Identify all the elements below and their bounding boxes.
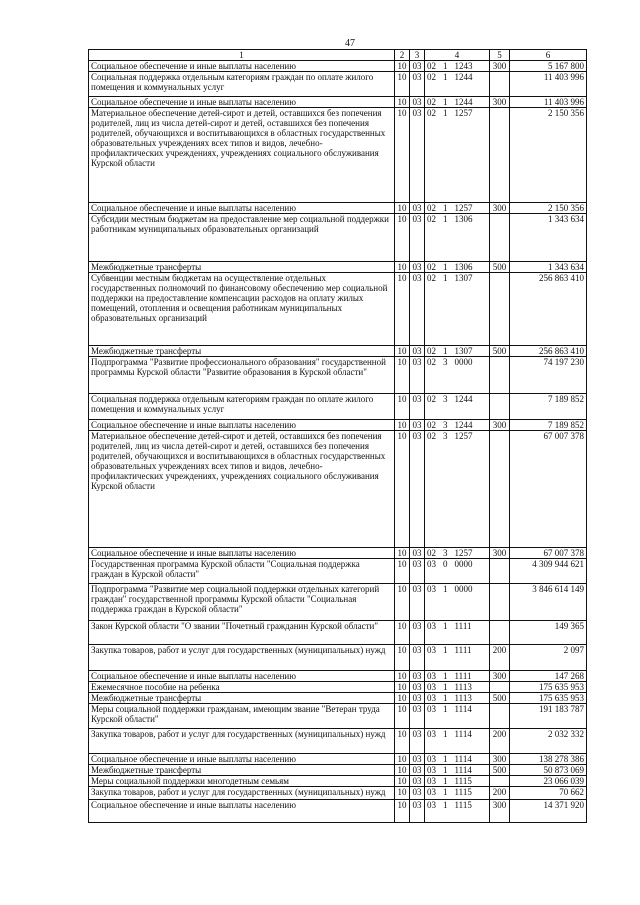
subsection-cell: 03 bbox=[410, 108, 425, 203]
table-row bbox=[89, 394, 587, 420]
subprogram-code: 1 bbox=[443, 621, 448, 631]
subsection-cell: 03 bbox=[410, 645, 425, 671]
subprogram-code: 1 bbox=[443, 765, 448, 775]
subsection-cell: 03 bbox=[410, 671, 425, 682]
row-name-cell: Социальное обеспечение и иные выплаты населению bbox=[89, 800, 395, 823]
amount-cell: 5 167 800 bbox=[510, 61, 587, 72]
expense-type-cell bbox=[490, 559, 510, 584]
subsection-cell: 03 bbox=[410, 548, 425, 559]
expense-type-cell: 300 bbox=[490, 671, 510, 682]
table-body bbox=[89, 61, 587, 823]
section-cell: 10 bbox=[395, 346, 410, 357]
expense-type-cell bbox=[490, 108, 510, 203]
target-code-cell bbox=[425, 203, 490, 214]
header-cell-3: 3 bbox=[410, 50, 425, 61]
target-code-cell bbox=[425, 765, 490, 776]
expense-type-cell: 200 bbox=[490, 729, 510, 754]
expense-code: 1243 bbox=[454, 61, 473, 71]
amount-cell: 14 371 920 bbox=[510, 800, 587, 823]
target-code-cell bbox=[425, 214, 490, 262]
expense-code: 1257 bbox=[454, 431, 473, 441]
table-row bbox=[89, 621, 587, 645]
subsection-cell: 03 bbox=[410, 765, 425, 776]
expense-type-cell: 500 bbox=[490, 346, 510, 357]
expense-type-cell: 500 bbox=[490, 765, 510, 776]
subprogram-code: 1 bbox=[443, 671, 448, 681]
header-cell-1: 1 bbox=[89, 50, 395, 61]
program-code: 03 bbox=[427, 800, 436, 810]
expense-code: 1113 bbox=[454, 693, 472, 703]
expense-code: 0000 bbox=[454, 357, 473, 367]
program-code: 02 bbox=[427, 72, 436, 82]
target-code-cell bbox=[425, 357, 490, 394]
subsection-cell: 03 bbox=[410, 729, 425, 754]
expense-code: 1115 bbox=[454, 800, 472, 810]
section-cell: 10 bbox=[395, 693, 410, 704]
row-name-cell: Подпрограмма "Развитие профессионального образования" государственной программы Курской области "Развитие образования в Курской области" bbox=[89, 357, 395, 394]
table-row bbox=[89, 584, 587, 621]
table-row bbox=[89, 787, 587, 800]
expense-type-cell bbox=[490, 394, 510, 420]
section-cell: 10 bbox=[395, 776, 410, 787]
subsection-cell: 03 bbox=[410, 431, 425, 548]
program-code: 02 bbox=[427, 214, 436, 224]
subprogram-code: 1 bbox=[443, 273, 448, 283]
table-row bbox=[89, 693, 587, 704]
table-row bbox=[89, 776, 587, 787]
row-name-cell: Межбюджетные трансферты bbox=[89, 693, 395, 704]
subprogram-code: 3 bbox=[443, 420, 448, 430]
target-code-cell bbox=[425, 671, 490, 682]
target-code-cell bbox=[425, 346, 490, 357]
section-cell: 10 bbox=[395, 394, 410, 420]
expense-code: 1257 bbox=[454, 548, 473, 558]
table-row bbox=[89, 682, 587, 693]
page-number: 47 bbox=[345, 38, 355, 49]
subsection-cell: 03 bbox=[410, 787, 425, 800]
target-code-cell bbox=[425, 97, 490, 108]
subsection-cell: 03 bbox=[410, 776, 425, 787]
program-code: 02 bbox=[427, 203, 436, 213]
table-row bbox=[89, 704, 587, 729]
amount-cell: 147 268 bbox=[510, 671, 587, 682]
amount-cell: 1 343 634 bbox=[510, 214, 587, 262]
section-cell: 10 bbox=[395, 357, 410, 394]
row-name-cell: Межбюджетные трансферты bbox=[89, 346, 395, 357]
table-row bbox=[89, 214, 587, 262]
amount-cell: 50 873 069 bbox=[510, 765, 587, 776]
subsection-cell: 03 bbox=[410, 584, 425, 621]
program-code: 02 bbox=[427, 61, 436, 71]
header-cell-5: 5 bbox=[490, 50, 510, 61]
section-cell: 10 bbox=[395, 754, 410, 765]
header-cell-6: 6 bbox=[510, 50, 587, 61]
table-row bbox=[89, 754, 587, 765]
amount-cell: 7 189 852 bbox=[510, 420, 587, 431]
amount-cell: 256 863 410 bbox=[510, 273, 587, 346]
target-code-cell bbox=[425, 645, 490, 671]
header-cell-4: 4 bbox=[425, 50, 490, 61]
expense-code: 1244 bbox=[454, 420, 473, 430]
table-row bbox=[89, 431, 587, 548]
row-name-cell: Закупка товаров, работ и услуг для государственных (муниципальных) нужд bbox=[89, 787, 395, 800]
expense-type-cell bbox=[490, 214, 510, 262]
table-row bbox=[89, 548, 587, 559]
table-row bbox=[89, 559, 587, 584]
expense-type-cell bbox=[490, 776, 510, 787]
row-name-cell: Социальное обеспечение и иные выплаты населению bbox=[89, 671, 395, 682]
expense-code: 1113 bbox=[454, 682, 472, 692]
program-code: 03 bbox=[427, 704, 436, 714]
program-code: 02 bbox=[427, 273, 436, 283]
target-code-cell bbox=[425, 584, 490, 621]
program-code: 02 bbox=[427, 108, 436, 118]
expense-type-cell bbox=[490, 682, 510, 693]
row-name-cell: Меры социальной поддержки гражданам, имеющим звание "Ветеран труда Курской области" bbox=[89, 704, 395, 729]
expense-type-cell: 300 bbox=[490, 61, 510, 72]
subprogram-code: 3 bbox=[443, 394, 448, 404]
program-code: 02 bbox=[427, 357, 436, 367]
row-name-cell: Социальное обеспечение и иные выплаты населению bbox=[89, 420, 395, 431]
amount-cell: 175 635 953 bbox=[510, 693, 587, 704]
table-row bbox=[89, 357, 587, 394]
amount-cell: 149 365 bbox=[510, 621, 587, 645]
expense-type-cell: 500 bbox=[490, 693, 510, 704]
row-name-cell: Социальное обеспечение и иные выплаты населению bbox=[89, 61, 395, 72]
target-code-cell bbox=[425, 431, 490, 548]
amount-cell: 67 007 378 bbox=[510, 431, 587, 548]
amount-cell: 138 278 386 bbox=[510, 754, 587, 765]
program-code: 03 bbox=[427, 754, 436, 764]
section-cell: 10 bbox=[395, 682, 410, 693]
subprogram-code: 1 bbox=[443, 214, 448, 224]
expense-code: 1115 bbox=[454, 776, 472, 786]
expense-code: 1306 bbox=[454, 262, 473, 272]
subprogram-code: 1 bbox=[443, 97, 448, 107]
amount-cell: 70 662 bbox=[510, 787, 587, 800]
expense-type-cell: 500 bbox=[490, 262, 510, 273]
program-code: 03 bbox=[427, 559, 436, 569]
header-cell-2: 2 bbox=[395, 50, 410, 61]
expense-code: 1114 bbox=[454, 754, 472, 764]
expense-code: 1257 bbox=[454, 203, 473, 213]
amount-cell: 67 007 378 bbox=[510, 548, 587, 559]
expense-code: 1111 bbox=[454, 645, 472, 655]
program-code: 02 bbox=[427, 431, 436, 441]
table-row bbox=[89, 420, 587, 431]
subprogram-code: 1 bbox=[443, 108, 448, 118]
program-code: 02 bbox=[427, 548, 436, 558]
target-code-cell bbox=[425, 559, 490, 584]
subsection-cell: 03 bbox=[410, 394, 425, 420]
target-code-cell bbox=[425, 262, 490, 273]
amount-cell: 2 097 bbox=[510, 645, 587, 671]
target-code-cell bbox=[425, 682, 490, 693]
subprogram-code: 0 bbox=[443, 559, 448, 569]
expense-type-cell: 300 bbox=[490, 97, 510, 108]
expense-code: 1307 bbox=[454, 346, 473, 356]
row-name-cell: Социальное обеспечение и иные выплаты населению bbox=[89, 203, 395, 214]
section-cell: 10 bbox=[395, 645, 410, 671]
expense-code: 1244 bbox=[454, 394, 473, 404]
section-cell: 10 bbox=[395, 203, 410, 214]
subsection-cell: 03 bbox=[410, 72, 425, 97]
section-cell: 10 bbox=[395, 273, 410, 346]
table-row bbox=[89, 729, 587, 754]
expense-type-cell bbox=[490, 273, 510, 346]
subprogram-code: 1 bbox=[443, 682, 448, 692]
target-code-cell bbox=[425, 787, 490, 800]
expense-code: 1115 bbox=[454, 787, 472, 797]
subprogram-code: 1 bbox=[443, 61, 448, 71]
program-code: 03 bbox=[427, 693, 436, 703]
table-row bbox=[89, 203, 587, 214]
subprogram-code: 1 bbox=[443, 800, 448, 810]
amount-cell: 11 403 996 bbox=[510, 72, 587, 97]
subsection-cell: 03 bbox=[410, 800, 425, 823]
expense-code: 1244 bbox=[454, 97, 473, 107]
amount-cell: 4 309 944 621 bbox=[510, 559, 587, 584]
row-name-cell: Социальное обеспечение и иные выплаты населению bbox=[89, 548, 395, 559]
expense-type-cell bbox=[490, 584, 510, 621]
program-code: 03 bbox=[427, 621, 436, 631]
section-cell: 10 bbox=[395, 214, 410, 262]
subprogram-code: 1 bbox=[443, 787, 448, 797]
amount-cell: 191 183 787 bbox=[510, 704, 587, 729]
target-code-cell bbox=[425, 704, 490, 729]
row-name-cell: Ежемесячное пособие на ребенка bbox=[89, 682, 395, 693]
row-name-cell: Подпрограмма "Развитие мер социальной поддержки отдельных категорий граждан" государственной программы Курской области "Социальная поддержка граждан в Курской области" bbox=[89, 584, 395, 621]
subprogram-code: 3 bbox=[443, 431, 448, 441]
row-name-cell: Социальная поддержка отдельным категориям граждан по оплате жилого помещения и коммунальных услуг bbox=[89, 394, 395, 420]
section-cell: 10 bbox=[395, 621, 410, 645]
target-code-cell bbox=[425, 693, 490, 704]
row-name-cell: Социальная поддержка отдельным категориям граждан по оплате жилого помещения и коммунальных услуг bbox=[89, 72, 395, 97]
program-code: 02 bbox=[427, 420, 436, 430]
program-code: 03 bbox=[427, 584, 436, 594]
target-code-cell bbox=[425, 72, 490, 97]
section-cell: 10 bbox=[395, 584, 410, 621]
subsection-cell: 03 bbox=[410, 621, 425, 645]
expense-type-cell: 300 bbox=[490, 754, 510, 765]
amount-cell: 11 403 996 bbox=[510, 97, 587, 108]
subsection-cell: 03 bbox=[410, 203, 425, 214]
expense-type-cell bbox=[490, 704, 510, 729]
section-cell: 10 bbox=[395, 787, 410, 800]
subsection-cell: 03 bbox=[410, 214, 425, 262]
target-code-cell bbox=[425, 61, 490, 72]
program-code: 03 bbox=[427, 729, 436, 739]
section-cell: 10 bbox=[395, 729, 410, 754]
subsection-cell: 03 bbox=[410, 704, 425, 729]
program-code: 02 bbox=[427, 97, 436, 107]
target-code-cell bbox=[425, 754, 490, 765]
expense-code: 1244 bbox=[454, 72, 473, 82]
expense-code: 1111 bbox=[454, 621, 472, 631]
section-cell: 10 bbox=[395, 97, 410, 108]
expense-type-cell: 200 bbox=[490, 787, 510, 800]
row-name-cell: Социальное обеспечение и иные выплаты населению bbox=[89, 97, 395, 108]
expense-type-cell: 300 bbox=[490, 548, 510, 559]
table-row bbox=[89, 765, 587, 776]
amount-cell: 74 197 230 bbox=[510, 357, 587, 394]
amount-cell: 2 032 332 bbox=[510, 729, 587, 754]
section-cell: 10 bbox=[395, 559, 410, 584]
target-code-cell bbox=[425, 108, 490, 203]
program-code: 02 bbox=[427, 262, 436, 272]
section-cell: 10 bbox=[395, 765, 410, 776]
row-name-cell: Межбюджетные трансферты bbox=[89, 765, 395, 776]
target-code-cell bbox=[425, 621, 490, 645]
subsection-cell: 03 bbox=[410, 420, 425, 431]
subprogram-code: 1 bbox=[443, 704, 448, 714]
header-row bbox=[89, 50, 587, 61]
expense-code: 0000 bbox=[454, 559, 473, 569]
row-name-cell: Межбюджетные трансферты bbox=[89, 262, 395, 273]
subsection-cell: 03 bbox=[410, 754, 425, 765]
subsection-cell: 03 bbox=[410, 357, 425, 394]
program-code: 03 bbox=[427, 645, 436, 655]
expense-code: 1257 bbox=[454, 108, 473, 118]
program-code: 03 bbox=[427, 765, 436, 775]
expense-type-cell bbox=[490, 431, 510, 548]
program-code: 03 bbox=[427, 787, 436, 797]
section-cell: 10 bbox=[395, 108, 410, 203]
subprogram-code: 3 bbox=[443, 357, 448, 367]
expense-code: 1307 bbox=[454, 273, 473, 283]
target-code-cell bbox=[425, 394, 490, 420]
subprogram-code: 1 bbox=[443, 754, 448, 764]
subsection-cell: 03 bbox=[410, 61, 425, 72]
table-row bbox=[89, 671, 587, 682]
section-cell: 10 bbox=[395, 431, 410, 548]
expense-code: 1114 bbox=[454, 729, 472, 739]
section-cell: 10 bbox=[395, 548, 410, 559]
subprogram-code: 1 bbox=[443, 346, 448, 356]
expense-type-cell bbox=[490, 72, 510, 97]
subsection-cell: 03 bbox=[410, 559, 425, 584]
subsection-cell: 03 bbox=[410, 682, 425, 693]
table-row bbox=[89, 108, 587, 203]
section-cell: 10 bbox=[395, 262, 410, 273]
subsection-cell: 03 bbox=[410, 346, 425, 357]
section-cell: 10 bbox=[395, 72, 410, 97]
amount-cell: 2 150 356 bbox=[510, 108, 587, 203]
subsection-cell: 03 bbox=[410, 97, 425, 108]
table-row bbox=[89, 97, 587, 108]
section-cell: 10 bbox=[395, 61, 410, 72]
expense-type-cell bbox=[490, 621, 510, 645]
section-cell: 10 bbox=[395, 671, 410, 682]
target-code-cell bbox=[425, 800, 490, 823]
amount-cell: 23 066 039 bbox=[510, 776, 587, 787]
row-name-cell: Социальное обеспечение и иные выплаты населению bbox=[89, 754, 395, 765]
table-row bbox=[89, 346, 587, 357]
target-code-cell bbox=[425, 420, 490, 431]
subprogram-code: 3 bbox=[443, 548, 448, 558]
program-code: 02 bbox=[427, 346, 436, 356]
row-name-cell: Меры социальной поддержки многодетным семьям bbox=[89, 776, 395, 787]
program-code: 03 bbox=[427, 671, 436, 681]
program-code: 03 bbox=[427, 776, 436, 786]
amount-cell: 3 846 614 149 bbox=[510, 584, 587, 621]
expense-type-cell: 300 bbox=[490, 203, 510, 214]
row-name-cell: Закон Курской области "О звании "Почетный гражданин Курской области" bbox=[89, 621, 395, 645]
row-name-cell: Материальное обеспечение детей-сирот и детей, оставшихся без попечения родителей, лиц из числа детей-сирот и детей, оставшихся без попечения родителей, обучающихся и воспитывающихся в областных государственных образовательных учреждениях всех типов и видов, лечебно-профилактических учреждениях, учреждениях социального обслуживания Курской области bbox=[89, 108, 395, 203]
row-name-cell: Материальное обеспечение детей-сирот и детей, оставшихся без попечения родителей, лиц из числа детей-сирот и детей, оставшихся без попечения родителей, обучающихся и воспитывающихся в областных государственных образовательных учреждениях всех типов и видов, лечебно-профилактических учреждениях, учреждениях социального обслуживания Курской области bbox=[89, 431, 395, 548]
target-code-cell bbox=[425, 548, 490, 559]
table-row bbox=[89, 273, 587, 346]
table-row bbox=[89, 645, 587, 671]
subprogram-code: 1 bbox=[443, 72, 448, 82]
table-row bbox=[89, 72, 587, 97]
target-code-cell bbox=[425, 729, 490, 754]
row-name-cell: Государственная программа Курской области "Социальная поддержка граждан в Курской области" bbox=[89, 559, 395, 584]
subsection-cell: 03 bbox=[410, 693, 425, 704]
subprogram-code: 1 bbox=[443, 584, 448, 594]
amount-cell: 1 343 634 bbox=[510, 262, 587, 273]
section-cell: 10 bbox=[395, 704, 410, 729]
subprogram-code: 1 bbox=[443, 262, 448, 272]
amount-cell: 2 150 356 bbox=[510, 203, 587, 214]
table-row bbox=[89, 61, 587, 72]
expense-type-cell: 300 bbox=[490, 420, 510, 431]
subprogram-code: 1 bbox=[443, 693, 448, 703]
subsection-cell: 03 bbox=[410, 262, 425, 273]
section-cell: 10 bbox=[395, 800, 410, 823]
expense-type-cell: 200 bbox=[490, 645, 510, 671]
subprogram-code: 1 bbox=[443, 203, 448, 213]
amount-cell: 7 189 852 bbox=[510, 394, 587, 420]
section-cell: 10 bbox=[395, 420, 410, 431]
expense-code: 1306 bbox=[454, 214, 473, 224]
expense-code: 1114 bbox=[454, 765, 472, 775]
program-code: 03 bbox=[427, 682, 436, 692]
subprogram-code: 1 bbox=[443, 729, 448, 739]
row-name-cell: Субвенции местным бюджетам на осуществление отдельных государственных полномочий по финансовому обеспечению мер социальной поддержки на предоставление компенсации расходов на оплату жилых помещений, отопления и освещения работникам муниципальных образовательных организаций bbox=[89, 273, 395, 346]
target-code-cell bbox=[425, 776, 490, 787]
target-code-cell bbox=[425, 273, 490, 346]
expense-code: 1114 bbox=[454, 704, 472, 714]
row-name-cell: Закупка товаров, работ и услуг для государственных (муниципальных) нужд bbox=[89, 729, 395, 754]
program-code: 02 bbox=[427, 394, 436, 404]
subsection-cell: 03 bbox=[410, 273, 425, 346]
row-name-cell: Субсидии местным бюджетам на предоставление мер социальной поддержки работникам муниципальных образовательных организаций bbox=[89, 214, 395, 262]
subprogram-code: 1 bbox=[443, 776, 448, 786]
subprogram-code: 1 bbox=[443, 645, 448, 655]
table-row bbox=[89, 800, 587, 823]
table-row bbox=[89, 262, 587, 273]
expense-type-cell bbox=[490, 357, 510, 394]
expense-code: 1111 bbox=[454, 671, 472, 681]
amount-cell: 256 863 410 bbox=[510, 346, 587, 357]
expense-type-cell: 300 bbox=[490, 800, 510, 823]
row-name-cell: Закупка товаров, работ и услуг для государственных (муниципальных) нужд bbox=[89, 645, 395, 671]
budget-table bbox=[88, 49, 587, 823]
amount-cell: 175 635 953 bbox=[510, 682, 587, 693]
expense-code: 0000 bbox=[454, 584, 473, 594]
